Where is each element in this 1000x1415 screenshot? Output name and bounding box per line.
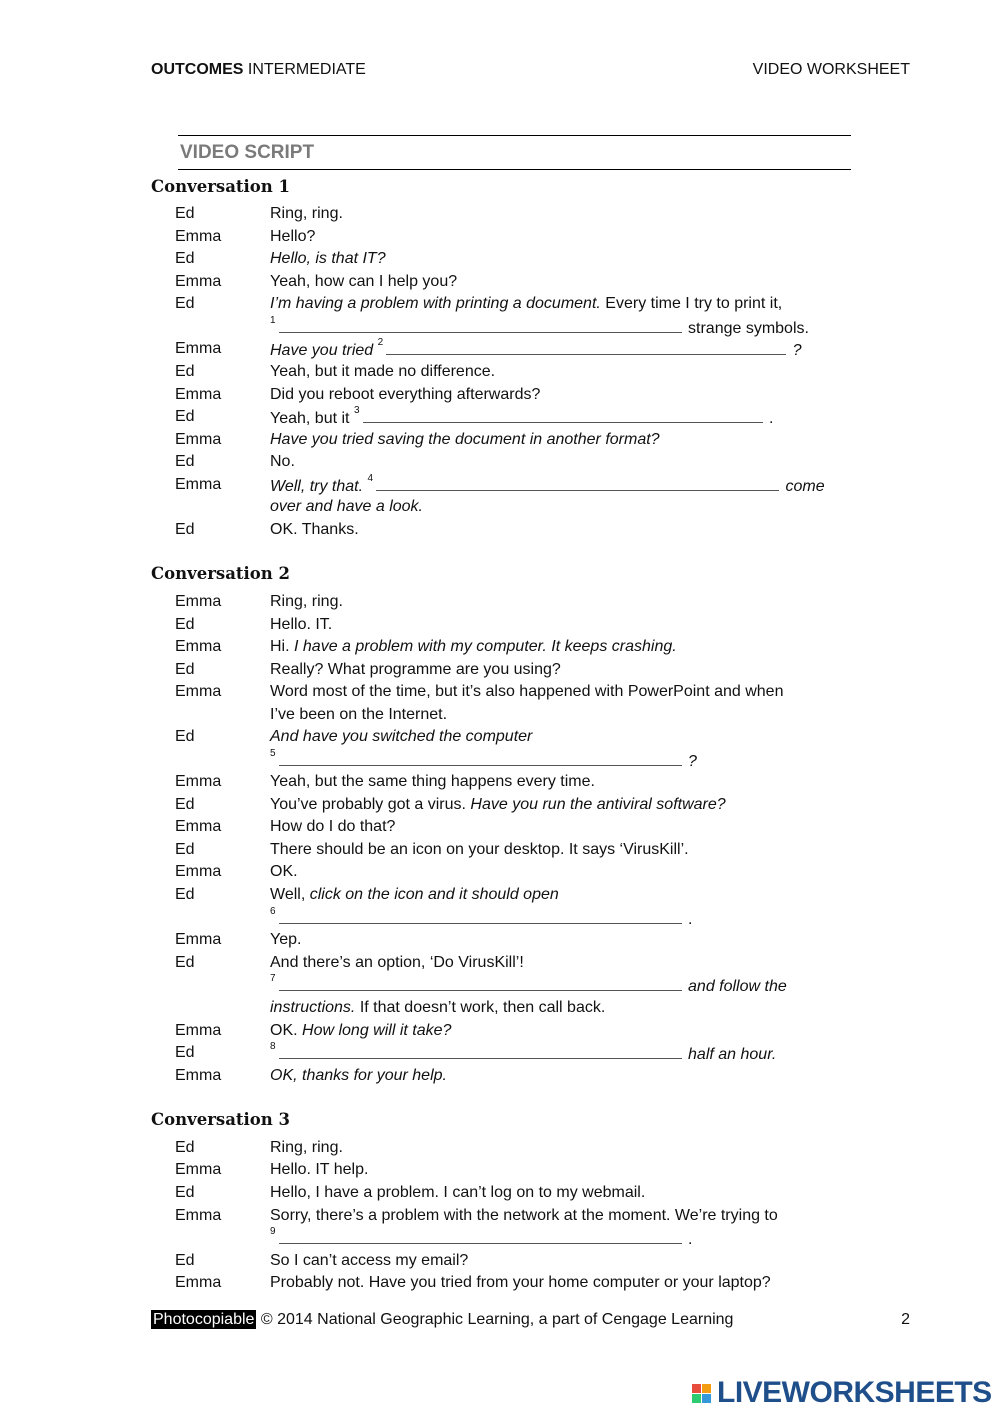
- line-text: Hello, is that IT?: [270, 250, 386, 267]
- footer: [151, 1311, 733, 1329]
- level: INTERMEDIATE: [247, 61, 366, 78]
- speaker: Ed: [175, 1139, 195, 1156]
- line-text: Hello, I have a problem. I can’t log on to my webmail.: [270, 1184, 646, 1201]
- line-text: And have you switched the computer: [270, 728, 533, 745]
- speaker: Ed: [175, 295, 195, 312]
- speaker: Emma: [175, 773, 222, 790]
- line-text: Hello. IT help.: [270, 1161, 369, 1178]
- speaker: Emma: [175, 386, 222, 403]
- line-text: ?: [688, 753, 697, 770]
- line-text: Hello?: [270, 228, 316, 245]
- speaker: Ed: [175, 408, 195, 425]
- line-text: Have you tried saving the document in another format?: [270, 431, 660, 448]
- liveworksheets-logo-icon: [692, 1384, 711, 1403]
- header-right: VIDEO WORKSHEET: [752, 61, 910, 78]
- speaker: Emma: [175, 1022, 222, 1039]
- line-text: strange symbols.: [688, 320, 809, 337]
- conversation-2-title: Conversation 2: [151, 564, 291, 583]
- line-text: Ring, ring.: [270, 1139, 343, 1156]
- conversation-1-title: Conversation 1: [151, 177, 291, 196]
- line-text: .: [688, 1231, 693, 1248]
- line-text: So I can’t access my email?: [270, 1252, 469, 1269]
- line-text: Sorry, there’s a problem with the network at the moment. We’re trying to: [270, 1207, 778, 1224]
- answer-blank[interactable]: [279, 1227, 682, 1244]
- gap-number: 1: [270, 315, 276, 326]
- line-text-italic: I have a problem with my computer. It keeps crashing.: [294, 638, 677, 655]
- line-text-italic: Have you run the antiviral software?: [470, 796, 726, 813]
- line-text: Hello. IT.: [270, 616, 333, 633]
- line-text-italic: How long will it take?: [302, 1022, 452, 1039]
- speaker: Ed: [175, 521, 195, 538]
- speaker: Ed: [175, 205, 195, 222]
- speaker: Emma: [175, 931, 222, 948]
- line-text: You’ve probably got a virus.: [270, 796, 471, 813]
- speaker: Emma: [175, 638, 222, 655]
- page-title: VIDEO SCRIPT: [180, 142, 315, 163]
- line-text: And there’s an option, ‘Do VirusKill’!: [270, 954, 524, 971]
- conversation-3-title: Conversation 3: [151, 1110, 291, 1129]
- logo-text: LIVEWORKSHEETS: [717, 1376, 992, 1409]
- gap-number: 9: [270, 1226, 276, 1237]
- line-text: over and have a look.: [270, 498, 423, 515]
- line-text: Yeah, but it made no difference.: [270, 363, 496, 380]
- speaker: Ed: [175, 796, 195, 813]
- line-text: Did you reboot everything afterwards?: [270, 386, 541, 403]
- line-text: Probably not. Have you tried from your home computer or your laptop?: [270, 1274, 771, 1291]
- line-text-italic: I’m having a problem with printing a document.: [270, 295, 601, 312]
- speaker: Emma: [175, 1274, 222, 1291]
- gap-number: 4: [367, 473, 374, 484]
- speaker: Ed: [175, 886, 195, 903]
- line-text: OK.: [270, 863, 298, 880]
- line-text: come: [785, 478, 825, 495]
- line-text: Ring, ring.: [270, 205, 343, 222]
- speaker: Emma: [175, 593, 222, 610]
- line-text: If that doesn’t work, then call back.: [355, 999, 606, 1016]
- top-rule: [178, 135, 851, 136]
- gap-number: 2: [377, 337, 384, 348]
- answer-blank[interactable]: [279, 907, 682, 924]
- speaker: Emma: [175, 340, 222, 357]
- answer-blank[interactable]: [279, 316, 682, 333]
- line-text: Yep.: [270, 931, 302, 948]
- line-text: ?: [792, 342, 802, 359]
- line-text: No.: [270, 453, 295, 470]
- line-text: Yeah, but it: [270, 410, 350, 427]
- header-left: [151, 61, 366, 79]
- speaker: Ed: [175, 728, 195, 745]
- answer-blank[interactable]: [279, 1042, 682, 1059]
- speaker: Emma: [175, 1067, 222, 1084]
- speaker: Emma: [175, 476, 222, 493]
- line-text-italic: Well, try that.: [270, 478, 364, 495]
- line-text: Hi.: [270, 638, 294, 655]
- line-text: I’ve been on the Internet.: [270, 706, 448, 723]
- answer-blank[interactable]: [386, 338, 786, 355]
- speaker: Ed: [175, 841, 195, 858]
- line-text: Word most of the time, but it’s also happened with PowerPoint and when: [270, 683, 784, 700]
- line-text-italic: Have you tried: [270, 342, 374, 359]
- line-text: OK.: [270, 1022, 303, 1039]
- speaker: Emma: [175, 273, 222, 290]
- line-text: There should be an icon on your desktop. It says ‘VirusKill’.: [270, 841, 689, 858]
- speaker: Ed: [175, 363, 195, 380]
- gap-number: 5: [270, 748, 276, 759]
- speaker: Emma: [175, 1161, 222, 1178]
- brand: OUTCOMES: [151, 61, 244, 78]
- speaker: Ed: [175, 453, 195, 470]
- line-text: Yeah, but the same thing happens every time.: [270, 773, 595, 790]
- speaker: Ed: [175, 954, 195, 971]
- line-text: Ring, ring.: [270, 593, 343, 610]
- gap-number: 3: [353, 405, 360, 416]
- copyright: © 2014 National Geographic Learning, a part of Cengage Learning: [260, 1311, 734, 1328]
- speaker: Ed: [175, 616, 195, 633]
- speaker: Emma: [175, 683, 222, 700]
- speaker: Ed: [175, 661, 195, 678]
- answer-blank[interactable]: [376, 474, 779, 491]
- photocopiable-badge: Photocopiable: [153, 1311, 255, 1328]
- line-text: .: [688, 911, 693, 928]
- line-text-italic: instructions.: [270, 999, 356, 1016]
- line-text: OK. Thanks.: [270, 521, 359, 538]
- speaker: Emma: [175, 431, 222, 448]
- line-text: Really? What programme are you using?: [270, 661, 561, 678]
- line-text: and follow the: [688, 978, 787, 995]
- speaker: Ed: [175, 1044, 195, 1061]
- line-text: half an hour.: [688, 1046, 777, 1063]
- line-text: How do I do that?: [270, 818, 396, 835]
- answer-blank[interactable]: [279, 974, 682, 991]
- answer-blank[interactable]: [363, 406, 763, 423]
- speaker: Emma: [175, 818, 222, 835]
- line-text-italic: click on the icon and it should open: [309, 886, 559, 903]
- line-text: Every time I try to print it,: [600, 295, 783, 312]
- title-rule: [178, 169, 851, 170]
- line-text: .: [768, 410, 774, 427]
- answer-blank[interactable]: [279, 749, 682, 766]
- gap-number: 7: [270, 973, 276, 984]
- speaker: Emma: [175, 1207, 222, 1224]
- gap-number: 8: [270, 1041, 276, 1052]
- speaker: Emma: [175, 228, 222, 245]
- speaker: Emma: [175, 863, 222, 880]
- speaker: Ed: [175, 1252, 195, 1269]
- line-text: Well,: [270, 886, 310, 903]
- gap-number: 6: [270, 906, 276, 917]
- line-text: Yeah, how can I help you?: [270, 273, 458, 290]
- line-text: OK, thanks for your help.: [270, 1067, 447, 1084]
- liveworksheets-logo[interactable]: [692, 1376, 992, 1410]
- speaker: Ed: [175, 1184, 195, 1201]
- page-number: 2: [901, 1311, 910, 1328]
- speaker: Ed: [175, 250, 195, 267]
